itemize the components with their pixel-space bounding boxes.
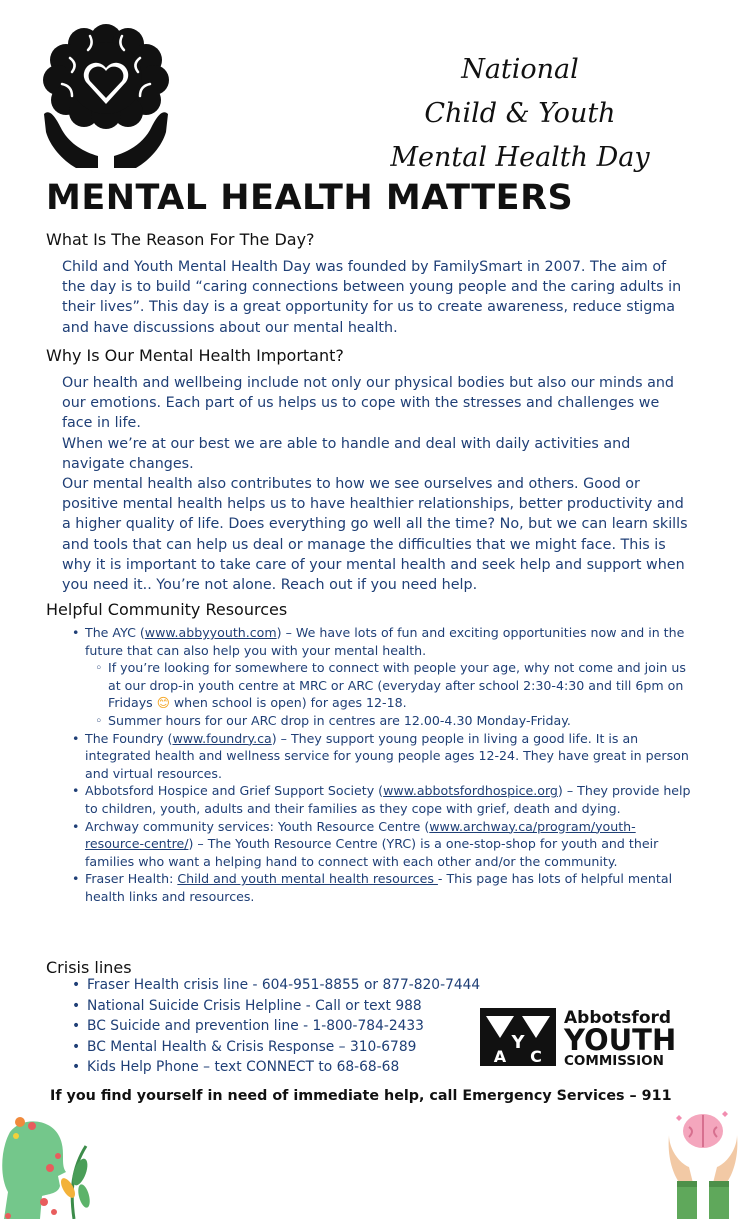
event-title [370, 48, 670, 180]
event-title-line1: National [461, 54, 579, 85]
resource-fraser-pre: Fraser Health: [85, 871, 178, 887]
smile-emoji-icon: 😊 [156, 695, 170, 711]
page-title: MENTAL HEALTH MATTERS [46, 178, 574, 218]
brain-in-hands-illustration [665, 1105, 740, 1219]
foundry-link[interactable]: www.foundry.ca [172, 730, 272, 746]
dropin-text-post: when school is open) for ages 12-18. [169, 695, 407, 711]
resource-fraser [72, 870, 692, 905]
importance-text [62, 373, 694, 595]
resources-heading: Helpful Community Resources [46, 600, 288, 619]
importance-paragraph-3: Our mental health also contributes to how we see ourselves and others. Good or positive mental health helps us to have healthier relationships, better productivity and a higher quality of life. Does everything go well all the time? No, but we can learn skills and tools that can help us deal or manage the difficulties that we might face. This is why it is important to take care of your mental health and seek help and support when you need it.. You’re not alone. Reach out if you need help. [62, 476, 688, 594]
ayc-logo-line1: Abbotsford [564, 1008, 672, 1028]
reason-text [62, 257, 694, 338]
resource-archway-pre: Archway community services: Youth Resource Centre ( [85, 818, 430, 834]
ayc-logo [480, 1006, 685, 1068]
resource-hospice-post: ) – They provide help to children, youth, adults and their families as they cope with grief, death and dying. [85, 783, 691, 816]
reason-heading: What Is The Reason For The Day? [46, 230, 315, 249]
resource-hospice [72, 782, 692, 817]
ayc-logo-line3: COMMISSION [564, 1053, 664, 1068]
reason-paragraph: Child and Youth Mental Health Day was founded by FamilySmart in 2007. The aim of the day is to build “caring connections between young people and the caring adults in their lives”. This day is a great opportunity for us to create awareness, reduce stigma and have discussions about our mental health. [62, 259, 682, 336]
svg-text:A: A [493, 1047, 507, 1066]
svg-text:Y: Y [511, 1032, 525, 1053]
crisis-line-item: • Fraser Health crisis line - 604-951-8855 or 877-820-7444 [72, 975, 492, 996]
resource-archway [72, 818, 692, 871]
hospice-link[interactable]: www.abbotsfordhospice.org [383, 783, 558, 799]
crisis-line-item: • Kids Help Phone – text CONNECT to 68-68-68 [72, 1057, 492, 1078]
resources-list [72, 624, 692, 906]
resource-fraser-post: - This page has lots of helpful mental health links and resources. [85, 871, 673, 904]
event-title-line2: Child & Youth [424, 98, 616, 129]
archway-link[interactable]: www.archway.ca/program/youth-resource-centre/ [85, 818, 636, 852]
crisis-line-item: • National Suicide Crisis Helpline - Call or text 988 [72, 996, 492, 1017]
importance-paragraph-1: Our health and wellbeing include not only our physical bodies but also our minds and our emotions. Each part of us helps us to cope with the stresses and challenges we face in life. [62, 375, 674, 432]
crisis-line-item: • BC Suicide and prevention line - 1-800-784-2433 [72, 1016, 492, 1037]
resource-ayc [72, 624, 692, 730]
resource-foundry [72, 730, 692, 783]
brain-heart-hands-icon [40, 18, 172, 168]
resource-foundry-pre: The Foundry ( [85, 730, 173, 746]
resource-ayc-post: ) – We have lots of fun and exciting opportunities now and in the future that can also help you with your mental health. [85, 625, 685, 658]
resource-ayc-pre: The AYC ( [85, 625, 145, 640]
event-title-line3: Mental Health Day [390, 142, 650, 173]
resource-ayc-dropin [95, 659, 692, 712]
ayc-link[interactable]: www.abbyyouth.com [144, 625, 277, 640]
ayc-logo-line2: YOUTH [564, 1023, 677, 1057]
crisis-line-item: • BC Mental Health & Crisis Response – 310-6789 [72, 1037, 492, 1058]
crisis-list [72, 975, 492, 1078]
fraser-link[interactable]: Child and youth mental health resources [177, 871, 438, 887]
importance-heading: Why Is Our Mental Health Important? [46, 346, 344, 365]
dropin-text-pre: If you’re looking for somewhere to connect with people your age, why not come and join us at our drop-in youth centre at MRC or ARC (everyday after school 2:30-4:30 and till 6pm on Fridays [108, 660, 686, 711]
emergency-notice: If you find yourself in need of immediate help, call Emergency Services – 911 [50, 1088, 672, 1104]
crisis-heading: Crisis lines [46, 958, 132, 977]
resource-ayc-summer: ◦ Summer hours for our ARC drop in centres are 12.00-4.30 Monday-Friday. [95, 712, 692, 730]
resource-foundry-post: ) – They support young people in living a good life. It is an integrated health and wellness service for young people ages 12-24. They have great in person and virtual resources. [85, 730, 689, 781]
importance-paragraph-2: When we’re at our best we are able to handle and deal with daily activities and navigate changes. [62, 435, 631, 472]
resource-archway-post: ) – The Youth Resource Centre (YRC) is a one-stop-shop for youth and their families who want a helping hand to connect with each other and/or the community. [85, 836, 659, 869]
resource-hospice-pre: Abbotsford Hospice and Grief Support Society ( [85, 783, 384, 799]
svg-text:C: C [530, 1047, 542, 1066]
head-flowers-illustration [0, 1112, 95, 1219]
